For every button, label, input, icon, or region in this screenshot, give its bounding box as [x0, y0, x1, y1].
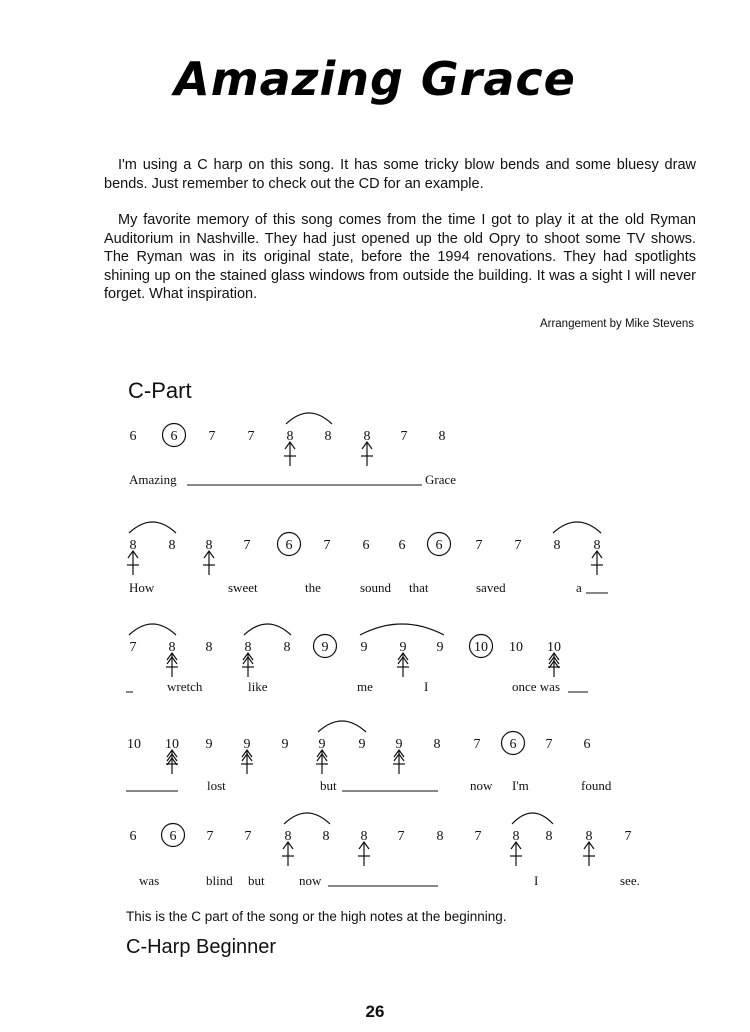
hole-number: 8 [283, 640, 291, 655]
lyric-word: wretch [167, 679, 203, 694]
tab-note [203, 538, 215, 575]
tab-note [515, 538, 522, 553]
hole-number: 10 [165, 737, 179, 752]
slur-arc [553, 522, 601, 533]
lyric-word: blind [206, 873, 233, 888]
hole-number: 9 [399, 640, 407, 655]
circled-note [428, 533, 451, 556]
tab-note [439, 429, 446, 444]
tab-note [546, 829, 553, 844]
slur-arc [129, 624, 176, 635]
hole-number: 7 [206, 829, 214, 844]
tab-note [127, 737, 141, 752]
intro-paragraph-2-text: My favorite memory of this song comes from the time I got to play it at the old Ryman Auditorium in Nashville. They had just opened up the old Opry to shoot some TV shows. The Ryman was in its original state, before the 1994 renovations. They had spotlights shining up on the stained glass windows from outside the building. It was a sight I will never forget. What inspiration. [104, 212, 696, 302]
hole-number: 7 [475, 538, 483, 553]
tab-note [316, 737, 328, 774]
hole-number: 7 [474, 829, 482, 844]
tab-note [361, 429, 373, 466]
tab-note [284, 429, 296, 466]
hole-number: 6 [285, 538, 293, 553]
tab-note [242, 640, 254, 677]
tab-note [398, 829, 405, 844]
hole-number: 7 [323, 538, 331, 553]
hole-number: 8 [205, 640, 213, 655]
hole-number: 8 [593, 538, 601, 553]
hole-number: 6 [129, 429, 137, 444]
lyric-word: but [320, 778, 337, 793]
section-title: C-Part [128, 378, 192, 403]
lyric-word: Amazing [129, 472, 177, 487]
tab-note [244, 538, 251, 553]
hole-number: 6 [398, 538, 406, 553]
hole-number: 6 [169, 829, 177, 844]
lyric-word: me [357, 679, 373, 694]
lyric-word: sweet [228, 580, 258, 595]
hole-number: 9 [205, 737, 213, 752]
hole-number: 6 [435, 538, 443, 553]
hole-number: 10 [547, 640, 561, 655]
lyric-word: How [129, 580, 155, 595]
lyric-word: I [534, 873, 539, 888]
tab-note [509, 640, 523, 655]
tab-note [476, 538, 483, 553]
slur-arc [286, 413, 332, 424]
hole-number: 7 [624, 829, 632, 844]
tab-note [554, 538, 561, 553]
lyric-word: sound [360, 580, 392, 595]
circled-note [278, 533, 301, 556]
tab-note [437, 829, 444, 844]
tab-note [584, 737, 591, 752]
hole-number: 10 [474, 640, 488, 655]
tab-note [591, 538, 603, 575]
tab-note [169, 538, 176, 553]
circled-note [163, 424, 186, 447]
lyric-word: Grace [425, 472, 457, 487]
tab-note [437, 640, 444, 655]
hole-number: 7 [208, 429, 216, 444]
hole-number: 8 [433, 737, 441, 752]
hole-number: 9 [436, 640, 444, 655]
lyric-word: I [424, 679, 429, 694]
tab-line [126, 721, 612, 793]
tab-note [359, 737, 366, 752]
tab-note [130, 640, 137, 655]
tab-caption: This is the C part of the song or the high notes at the beginning. [126, 909, 507, 924]
slur-arc [360, 624, 444, 635]
tab-note [547, 640, 561, 677]
hole-number: 7 [400, 429, 408, 444]
lyric-word: the [305, 580, 321, 595]
tab-note [475, 829, 482, 844]
hole-number: 7 [244, 829, 252, 844]
tab-note [130, 429, 137, 444]
hole-number: 8 [553, 538, 561, 553]
tab-note [510, 829, 522, 866]
tab-note [474, 737, 481, 752]
subsection-title: C-Harp Beginner [126, 936, 277, 958]
hole-number: 7 [397, 829, 405, 844]
hole-number: 8 [244, 640, 252, 655]
hole-number: 9 [281, 737, 289, 752]
circled-note [162, 824, 185, 847]
hole-number: 7 [129, 640, 137, 655]
hole-number: 8 [438, 429, 446, 444]
slur-arc [129, 522, 176, 533]
tab-note [206, 737, 213, 752]
tab-line [130, 813, 640, 888]
lyric-word: see. [620, 873, 640, 888]
hole-number: 9 [358, 737, 366, 752]
tab-note [583, 829, 595, 866]
tab-note [323, 829, 330, 844]
tab-note [363, 538, 370, 553]
hole-number: 7 [473, 737, 481, 752]
tab-note [546, 737, 553, 752]
hole-number: 7 [247, 429, 255, 444]
tab-line [129, 413, 456, 487]
lyric-word: now [299, 873, 322, 888]
hole-number: 6 [362, 538, 370, 553]
slur-arc [284, 813, 330, 824]
hole-number: 9 [243, 737, 251, 752]
tab-note [361, 640, 368, 655]
tab-note [248, 429, 255, 444]
hole-number: 8 [512, 829, 520, 844]
hole-number: 7 [545, 737, 553, 752]
tab-note [209, 429, 216, 444]
hole-number: 9 [395, 737, 403, 752]
hole-number: 9 [360, 640, 368, 655]
tab-note [397, 640, 409, 677]
lyric-word: I'm [512, 778, 529, 793]
tab-note [207, 829, 214, 844]
lyric-word: that [409, 580, 429, 595]
hole-number: 8 [585, 829, 593, 844]
tab-note [165, 737, 179, 774]
tab-note [325, 429, 332, 444]
hole-number: 7 [514, 538, 522, 553]
circled-note [502, 732, 525, 755]
hole-number: 8 [168, 640, 176, 655]
hole-number: 6 [129, 829, 137, 844]
song-title: Amazing Grace [174, 52, 576, 106]
hole-number: 8 [363, 429, 371, 444]
hole-number: 8 [205, 538, 213, 553]
tab-note [434, 737, 441, 752]
lyric-word: a [576, 580, 582, 595]
tab-note [127, 538, 139, 575]
lyric-word: lost [207, 778, 226, 793]
hole-number: 8 [129, 538, 137, 553]
lyric-word: was [139, 873, 160, 888]
tab-note [393, 737, 405, 774]
hole-number: 8 [168, 538, 176, 553]
hole-number: 8 [436, 829, 444, 844]
hole-number: 6 [509, 737, 517, 752]
tab-note [399, 538, 406, 553]
lyric-word: saved [476, 580, 506, 595]
hole-number: 9 [321, 640, 329, 655]
arrangement-credit: Arrangement by Mike Stevens [539, 318, 694, 330]
hole-number: 10 [127, 737, 141, 752]
hole-number: 6 [170, 429, 178, 444]
lyric-word: found [581, 778, 612, 793]
hole-number: 8 [286, 429, 294, 444]
lyric-word: now [470, 778, 493, 793]
hole-number: 10 [509, 640, 523, 655]
tab-note [130, 829, 137, 844]
tab-note [625, 829, 632, 844]
slur-arc [244, 624, 291, 635]
hole-number: 8 [322, 829, 330, 844]
lyric-word: but [248, 873, 265, 888]
tab-line [126, 624, 588, 694]
tab-note [241, 737, 253, 774]
hole-number: 7 [243, 538, 251, 553]
hole-number: 8 [284, 829, 292, 844]
hole-number: 9 [318, 737, 326, 752]
tab-note [324, 538, 331, 553]
tab-line [127, 522, 608, 595]
slur-arc [512, 813, 553, 824]
slur-arc [318, 721, 366, 732]
lyric-word: once was [512, 679, 561, 694]
page-number: 26 [365, 1002, 385, 1021]
hole-number: 8 [545, 829, 553, 844]
hole-number: 8 [324, 429, 332, 444]
tab-note [282, 737, 289, 752]
tab-note [282, 829, 294, 866]
tab-note [401, 429, 408, 444]
lyric-word: like [248, 679, 268, 694]
circled-note [470, 635, 493, 658]
hole-number: 6 [583, 737, 591, 752]
tab-note [206, 640, 213, 655]
tab-note [245, 829, 252, 844]
tab-note [166, 640, 178, 677]
hole-number: 8 [360, 829, 368, 844]
tab-note [284, 640, 291, 655]
intro-paragraph-1-text: I'm using a C harp on this song. It has some tricky blow bends and some bluesy draw bends. Just remember to check out the CD for an example. [104, 157, 696, 192]
circled-note [314, 635, 337, 658]
tab-note [358, 829, 370, 866]
